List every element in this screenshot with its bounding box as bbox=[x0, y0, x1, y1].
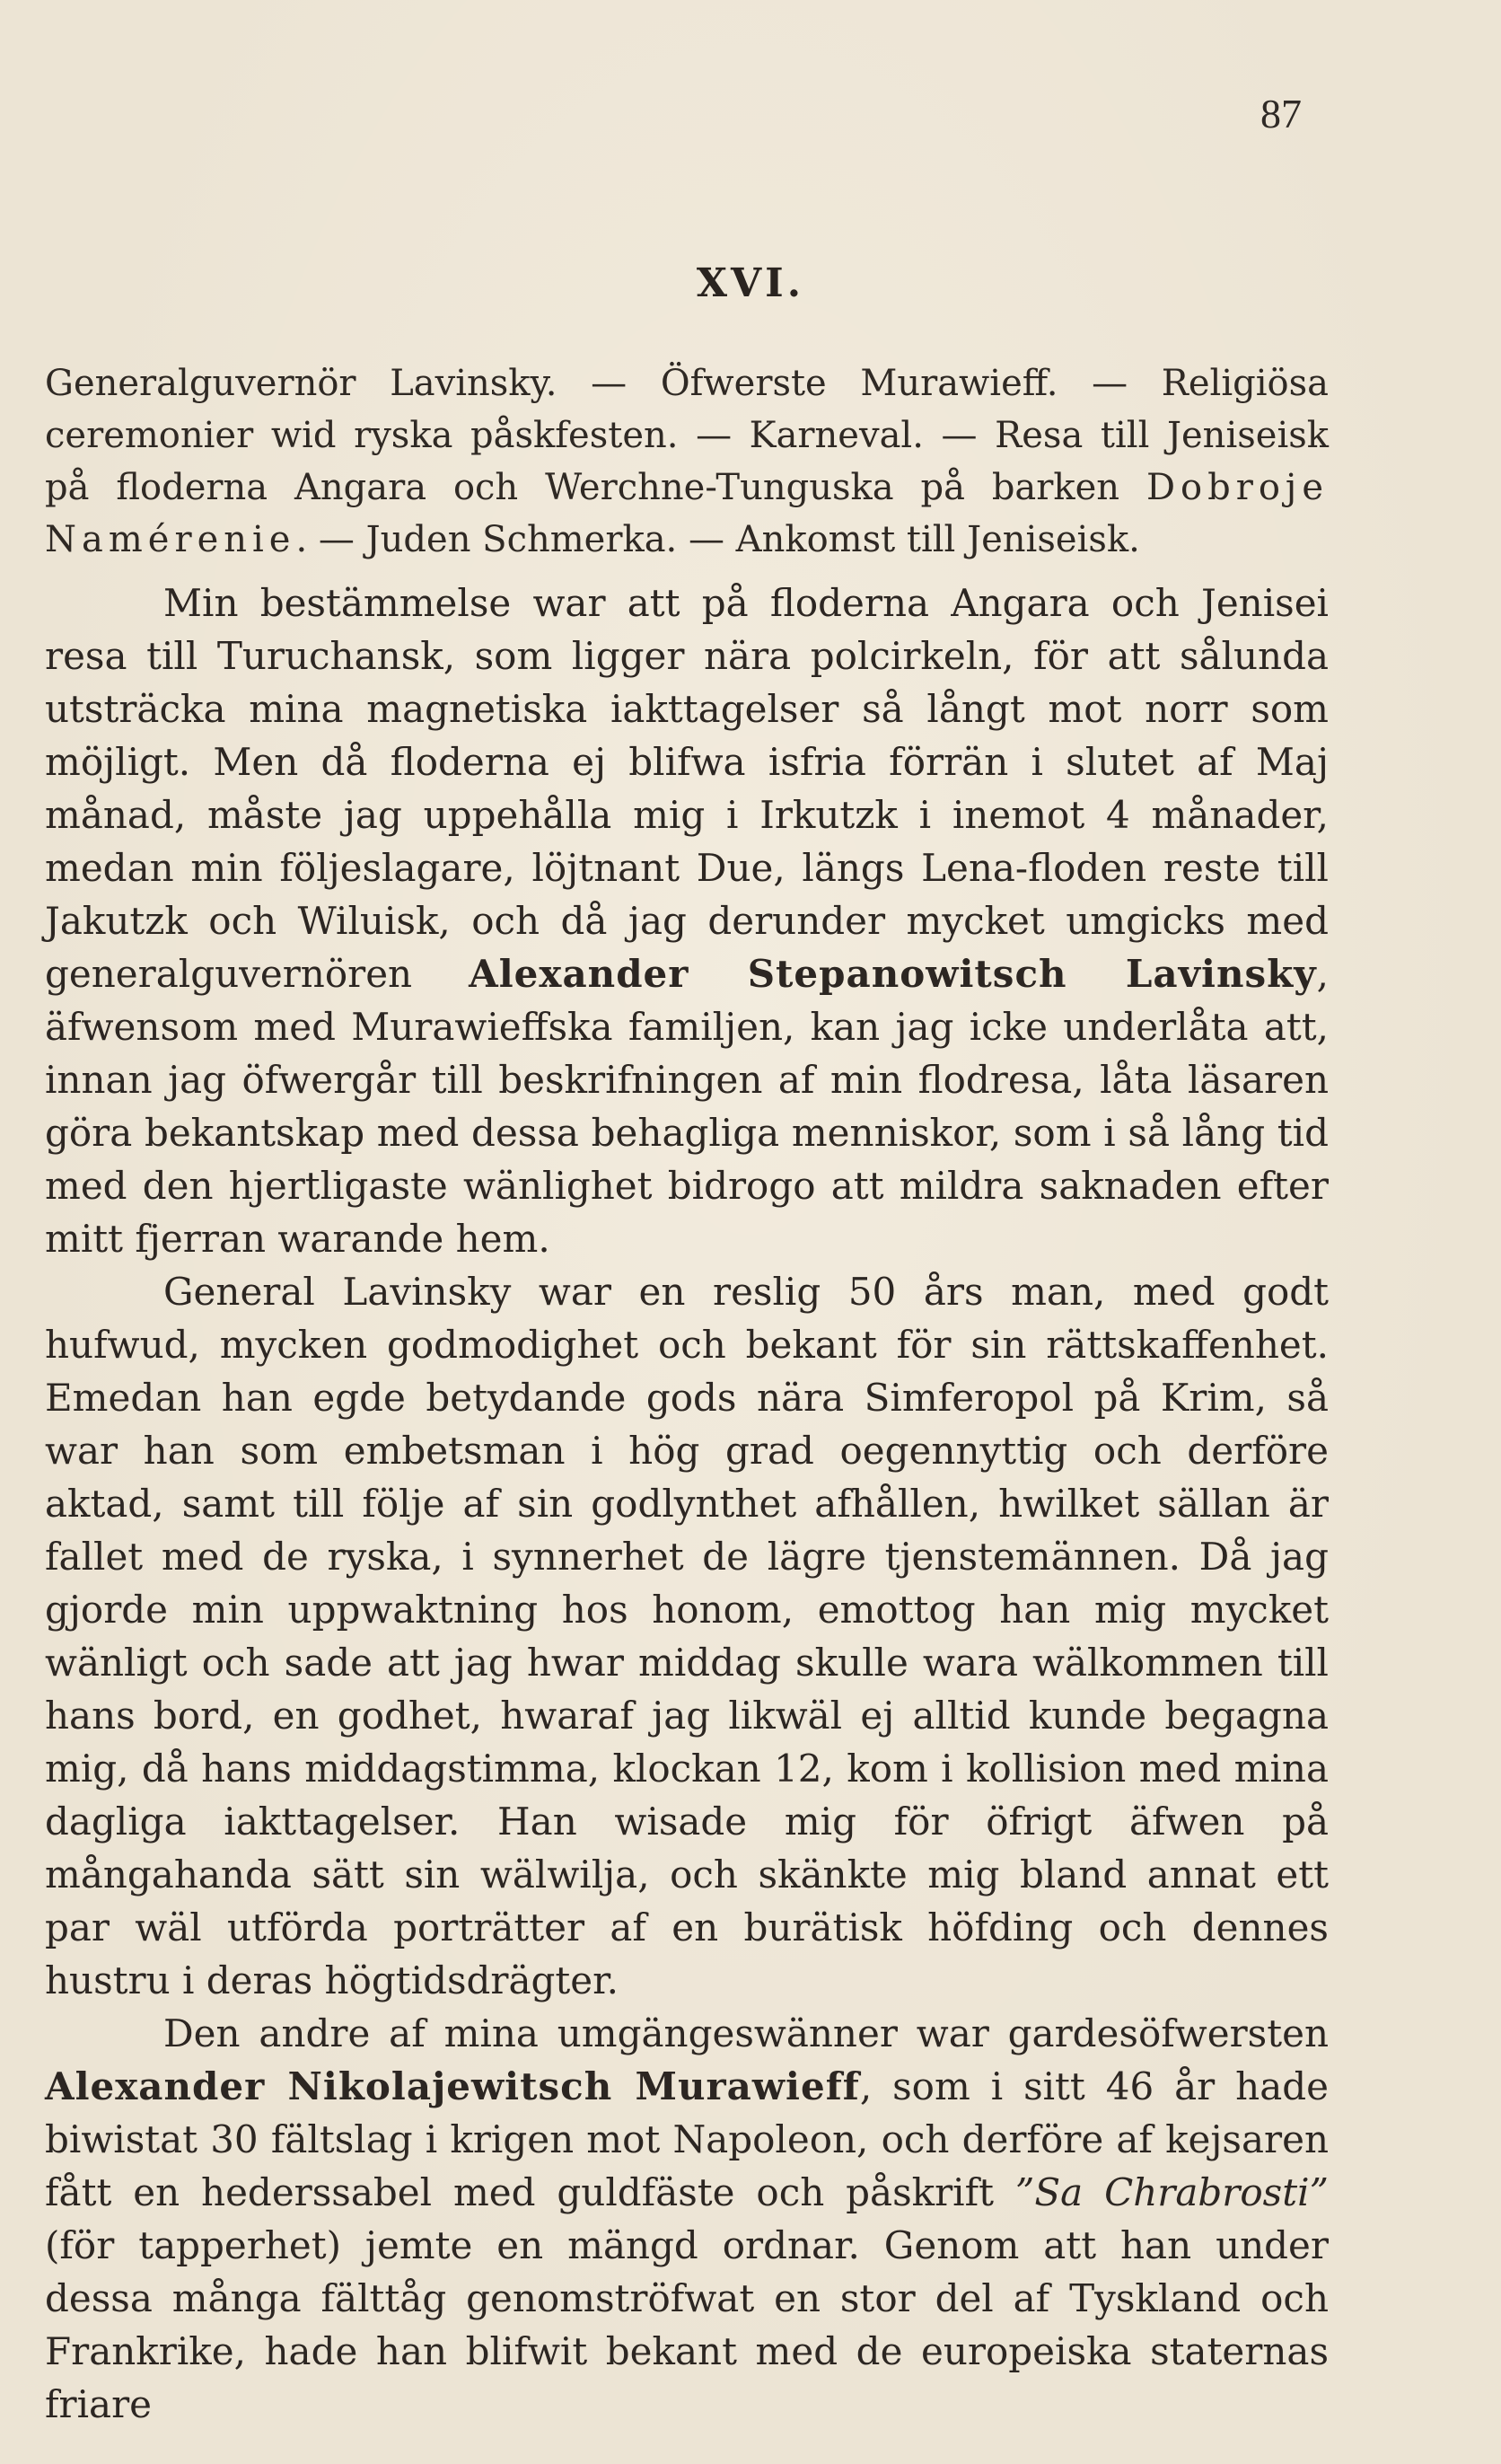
paragraph-3-text-1: Den andre af mina umgängeswänner war gardesöfwersten bbox=[163, 2011, 1329, 2055]
ship-name: Dobroje Namérenie bbox=[45, 467, 1329, 560]
paragraph-1-text-2: , äfwensom med Murawieffska familjen, kan jag icke underlåta att, innan jag öfwergår till beskrifningen af min flodresa, låta läsaren göra bekantskap med dessa behagliga menniskor, som i så lång tid med den hjertligaste wänlighet bidrogo att mildra saknaden efter mitt fjerran warande hem. bbox=[45, 952, 1329, 1261]
summary-text-1: Generalguvernör Lavinsky. — Öfwerste Murawieff. — Religiösa ceremonier wid ryska påskfesten. — Karneval. — Resa till Jeniseisk på floderna Angara och Werchne-Tunguska på barken bbox=[45, 363, 1329, 508]
page-number: 87 bbox=[1260, 91, 1302, 136]
paragraph-1 bbox=[45, 576, 1329, 1265]
summary-text-2: . — Juden Schmerka. — Ankomst till Jeniseisk. bbox=[295, 519, 1140, 560]
chapter-title: XVI. bbox=[696, 260, 805, 306]
person-name-lavinsky: Alexander Stepanowitsch Lavinsky bbox=[469, 952, 1317, 996]
paragraph-3-text-2: , som i sitt 46 år hade biwistat 30 fältslag i krigen mot Napoleon, och derföre af kejsaren fått en hederssabel med guldfäste och påskrift bbox=[45, 2064, 1329, 2214]
paragraph-3-text-3: (för tapperhet) jemte en mängd ordnar. Genom att han under dessa många fälttåg genomströfwat en stor del af Tyskland och Frankrike, hade han blifwit bekant med de europeiska staternas friare bbox=[45, 2223, 1329, 2426]
body-text bbox=[45, 576, 1329, 2431]
chapter-summary bbox=[45, 357, 1329, 566]
paragraph-1-text-1: Min bestämmelse war att på floderna Angara och Jenisei resa till Turuchansk, som ligger nära polcirkeln, för att sålunda utsträcka mina magnetiska iakttagelser så långt mot norr som möjligt. Men då floderna ej blifwa isfria förrän i slutet af Maj månad, måste jag uppehålla mig i Irkutzk i inemot 4 månader, medan min följeslagare, löjtnant Due, längs Lena-floden reste till Jakutzk och Wiluisk, och då jag derunder mycket umgicks med generalguvernören bbox=[45, 581, 1329, 996]
person-name-murawieff: Alexander Nikolajewitsch Murawieff bbox=[45, 2064, 860, 2108]
inscription-quote: ”Sa Chrabrosti” bbox=[1014, 2170, 1329, 2214]
paragraph-3 bbox=[45, 2007, 1329, 2431]
paragraph-2: General Lavinsky war en reslig 50 års man, med godt hufwud, mycken godmodighet och bekant för sin rättskaffenhet. Emedan han egde betydande gods nära Simferopol på Krim, så war han som embetsman i hög grad oegennyttig och derföre aktad, samt till följe af sin godlynthet afhållen, hwilket sällan är fallet med de ryska, i synnerhet de lägre tjenstemännen. Då jag gjorde min uppwaktning hos honom, emottog han mig mycket wänligt och sade att jag hwar middag skulle wara wälkommen till hans bord, en godhet, hwaraf jag likwäl ej alltid kunde begagna mig, då hans middagstimma, klockan 12, kom i kollision med mina dagliga iakttagelser. Han wisade mig för öfrigt äfwen på mångahanda sätt sin wälwilja, och skänkte mig bland annat ett par wäl utförda porträtter af en burätisk höfding och dennes hustru i deras högtidsdrägter. bbox=[45, 1270, 1329, 2002]
